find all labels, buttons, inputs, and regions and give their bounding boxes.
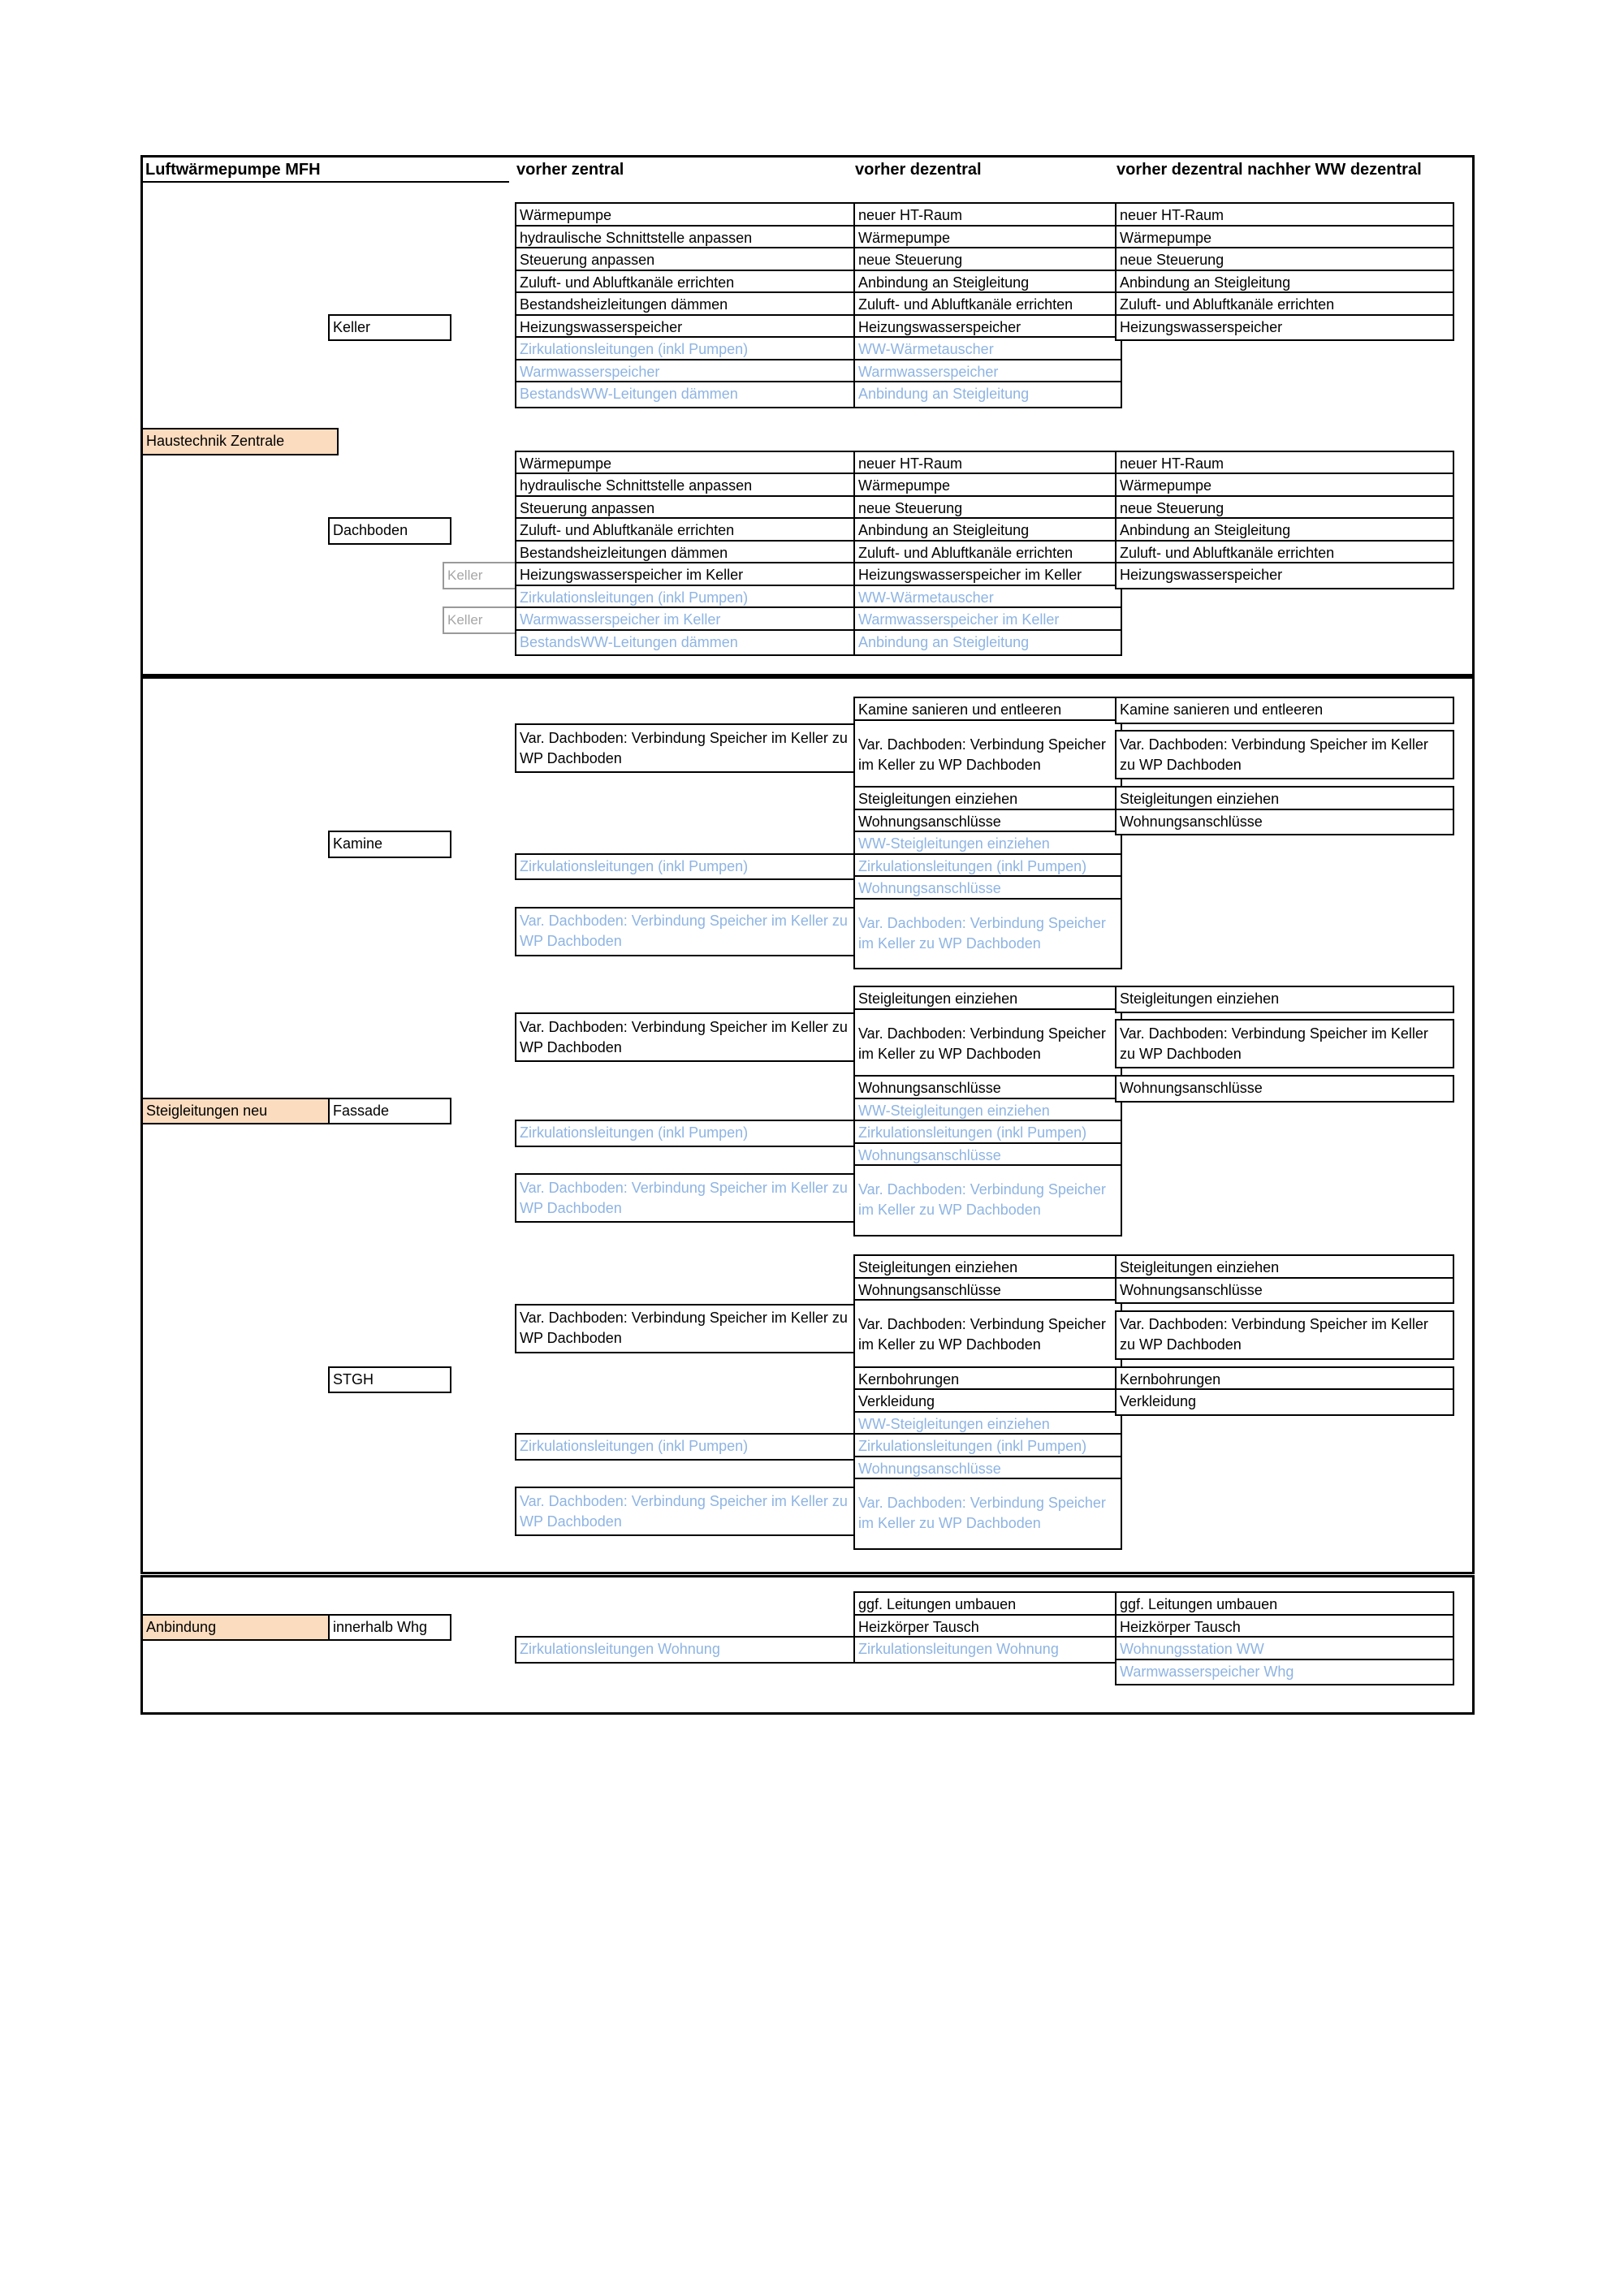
task-item: Wohnungsanschlüsse [853, 1277, 1122, 1305]
task-item: Warmwasserspeicher Whg [1115, 1659, 1454, 1686]
task-item: Wohnungsanschlüsse [1115, 1277, 1454, 1305]
task-item: Wohnungsanschlüsse [1115, 1075, 1454, 1103]
mini-label-keller: Keller [443, 562, 519, 589]
task-item: Wärmepumpe [515, 451, 864, 478]
task-item: Zuluft- und Abluftkanäle errichten [515, 270, 864, 297]
task-item: Bestandsheizleitungen dämmen [515, 540, 864, 568]
task-item: Zirkulationsleitungen (inkl Pumpen) [853, 853, 1122, 881]
task-item: Warmwasserspeicher [853, 359, 1122, 386]
task-item: Wohnungsanschlüsse [1115, 809, 1454, 836]
group-label-innerhalb-whg: innerhalb Whg [328, 1614, 451, 1642]
task-item: Zirkulationsleitungen (inkl Pumpen) [515, 1433, 864, 1461]
task-item: neuer HT-Raum [853, 451, 1122, 478]
task-item: Var. Dachboden: Verbindung Speicher im Keller zu WP Dachboden [515, 1012, 864, 1062]
task-item: Heizungswasserspeicher [853, 314, 1122, 342]
task-item: Zirkulationsleitungen (inkl Pumpen) [515, 585, 864, 612]
task-item: Heizkörper Tausch [1115, 1614, 1454, 1642]
task-item: Kamine sanieren und entleeren [853, 697, 1122, 724]
task-item: Warmwasserspeicher im Keller [515, 606, 864, 634]
task-item: Var. Dachboden: Verbindung Speicher im Keller zu WP Dachboden [853, 1008, 1122, 1081]
task-item: Anbindung an Steigleitung [853, 381, 1122, 408]
task-item: neue Steuerung [853, 247, 1122, 274]
task-item: Steigleitungen einziehen [1115, 1254, 1454, 1282]
task-item: Anbindung an Steigleitung [853, 629, 1122, 657]
task-item: Wärmepumpe [1115, 225, 1454, 252]
task-item: WW-Steigleitungen einziehen [853, 1411, 1122, 1439]
task-item: Wärmepumpe [515, 202, 864, 230]
task-item: Zuluft- und Abluftkanäle errichten [853, 291, 1122, 319]
task-item: Var. Dachboden: Verbindung Speicher im Keller zu WP Dachboden [515, 723, 864, 773]
task-item: Kernbohrungen [853, 1366, 1122, 1394]
group-label-dachboden: Dachboden [328, 517, 451, 545]
task-item: hydraulische Schnittstelle anpassen [515, 473, 864, 500]
section-label-haustechnik-zentrale: Haustechnik Zentrale [141, 428, 339, 455]
task-item: Var. Dachboden: Verbindung Speicher im Keller zu WP Dachboden [1115, 730, 1454, 779]
task-item: Zirkulationsleitungen Wohnung [515, 1636, 864, 1664]
task-item: Wohnungsanschlüsse [853, 875, 1122, 903]
task-item: neue Steuerung [853, 495, 1122, 523]
column-header-vorher-zentral: vorher zentral [516, 161, 624, 179]
task-item: Var. Dachboden: Verbindung Speicher im Keller zu WP Dachboden [1115, 1310, 1454, 1360]
task-item: Var. Dachboden: Verbindung Speicher im Keller zu WP Dachboden [1115, 1019, 1454, 1068]
task-item: Anbindung an Steigleitung [853, 517, 1122, 545]
task-item: Kernbohrungen [1115, 1366, 1454, 1394]
group-label-stgh: STGH [328, 1366, 451, 1394]
mini-label-keller: Keller [443, 606, 519, 634]
task-item: Var. Dachboden: Verbindung Speicher im Keller zu WP Dachboden [853, 1164, 1122, 1236]
task-item: BestandsWW-Leitungen dämmen [515, 629, 864, 657]
task-item: Var. Dachboden: Verbindung Speicher im Keller zu WP Dachboden [853, 1299, 1122, 1371]
task-item: Steigleitungen einziehen [853, 1254, 1122, 1282]
task-item: Steigleitungen einziehen [853, 986, 1122, 1013]
task-item: Zirkulationsleitungen (inkl Pumpen) [853, 1120, 1122, 1147]
task-item: neuer HT-Raum [1115, 202, 1454, 230]
task-item: Warmwasserspeicher im Keller [853, 606, 1122, 634]
task-item: Zirkulationsleitungen (inkl Pumpen) [515, 336, 864, 364]
task-item: Wohnungsanschlüsse [853, 1142, 1122, 1170]
task-item: Zirkulationsleitungen Wohnung [853, 1636, 1122, 1664]
task-item: Var. Dachboden: Verbindung Speicher im Keller zu WP Dachboden [853, 898, 1122, 970]
task-item: Anbindung an Steigleitung [1115, 517, 1454, 545]
task-item: Anbindung an Steigleitung [1115, 270, 1454, 297]
section-label-steigleitungen-neu: Steigleitungen neu [141, 1098, 339, 1125]
task-item: WW-Steigleitungen einziehen [853, 831, 1122, 858]
task-item: neuer HT-Raum [1115, 451, 1454, 478]
task-item: Heizungswasserspeicher [1115, 314, 1454, 342]
task-item: neue Steuerung [1115, 495, 1454, 523]
task-item: Var. Dachboden: Verbindung Speicher im Keller zu WP Dachboden [515, 907, 864, 956]
task-item: Bestandsheizleitungen dämmen [515, 291, 864, 319]
task-item: Steigleitungen einziehen [1115, 986, 1454, 1013]
task-item: Steuerung anpassen [515, 495, 864, 523]
task-item: Wärmepumpe [1115, 473, 1454, 500]
page-title: Luftwärmepumpe MFH [145, 161, 321, 179]
task-item: Anbindung an Steigleitung [853, 270, 1122, 297]
task-item: Heizungswasserspeicher im Keller [853, 562, 1122, 589]
task-item: Zuluft- und Abluftkanäle errichten [1115, 291, 1454, 319]
task-item: ggf. Leitungen umbauen [1115, 1591, 1454, 1619]
task-item: neue Steuerung [1115, 247, 1454, 274]
group-label-keller: Keller [328, 314, 451, 342]
task-item: Var. Dachboden: Verbindung Speicher im Keller zu WP Dachboden [515, 1173, 864, 1223]
task-item: Heizkörper Tausch [853, 1614, 1122, 1642]
task-item: WW-Wärmetauscher [853, 336, 1122, 364]
task-item: Zirkulationsleitungen (inkl Pumpen) [515, 853, 864, 881]
task-item: Verkleidung [853, 1388, 1122, 1416]
task-item: Wärmepumpe [853, 473, 1122, 500]
task-item: Heizungswasserspeicher im Keller [515, 562, 864, 589]
task-item: Verkleidung [1115, 1388, 1454, 1416]
task-item: Zirkulationsleitungen (inkl Pumpen) [515, 1120, 864, 1147]
task-item: Steigleitungen einziehen [853, 786, 1122, 814]
task-item: neuer HT-Raum [853, 202, 1122, 230]
task-item: Wärmepumpe [853, 225, 1122, 252]
task-item: Zirkulationsleitungen (inkl Pumpen) [853, 1433, 1122, 1461]
task-item: Warmwasserspeicher [515, 359, 864, 386]
task-item: Zuluft- und Abluftkanäle errichten [515, 517, 864, 545]
task-item: Kamine sanieren und entleeren [1115, 697, 1454, 724]
column-header-vorher-dezentral-nachher-ww-dezentral: vorher dezentral nachher WW dezentral [1116, 161, 1422, 179]
task-item: Zuluft- und Abluftkanäle errichten [1115, 540, 1454, 568]
task-item: Var. Dachboden: Verbindung Speicher im Keller zu WP Dachboden [515, 1487, 864, 1536]
column-header-vorher-dezentral: vorher dezentral [855, 161, 982, 179]
task-item: Var. Dachboden: Verbindung Speicher im Keller zu WP Dachboden [515, 1304, 864, 1353]
task-item: Steuerung anpassen [515, 247, 864, 274]
task-item: Var. Dachboden: Verbindung Speicher im Keller zu WP Dachboden [853, 719, 1122, 792]
task-item: hydraulische Schnittstelle anpassen [515, 225, 864, 252]
task-item: Wohnungsanschlüsse [853, 809, 1122, 836]
task-item: Wohnungsanschlüsse [853, 1456, 1122, 1483]
task-item: Zuluft- und Abluftkanäle errichten [853, 540, 1122, 568]
task-item: Heizungswasserspeicher [515, 314, 864, 342]
task-item: Heizungswasserspeicher [1115, 562, 1454, 589]
section-label-anbindung: Anbindung [141, 1614, 339, 1642]
group-label-kamine: Kamine [328, 831, 451, 858]
task-item: Wohnungsanschlüsse [853, 1075, 1122, 1103]
task-item: WW-Steigleitungen einziehen [853, 1098, 1122, 1125]
task-item: WW-Wärmetauscher [853, 585, 1122, 612]
task-item: ggf. Leitungen umbauen [853, 1591, 1122, 1619]
task-item: Var. Dachboden: Verbindung Speicher im Keller zu WP Dachboden [853, 1478, 1122, 1550]
task-item: Steigleitungen einziehen [1115, 786, 1454, 814]
task-item: Wohnungsstation WW [1115, 1636, 1454, 1664]
group-label-fassade: Fassade [328, 1098, 451, 1125]
task-item: BestandsWW-Leitungen dämmen [515, 381, 864, 408]
